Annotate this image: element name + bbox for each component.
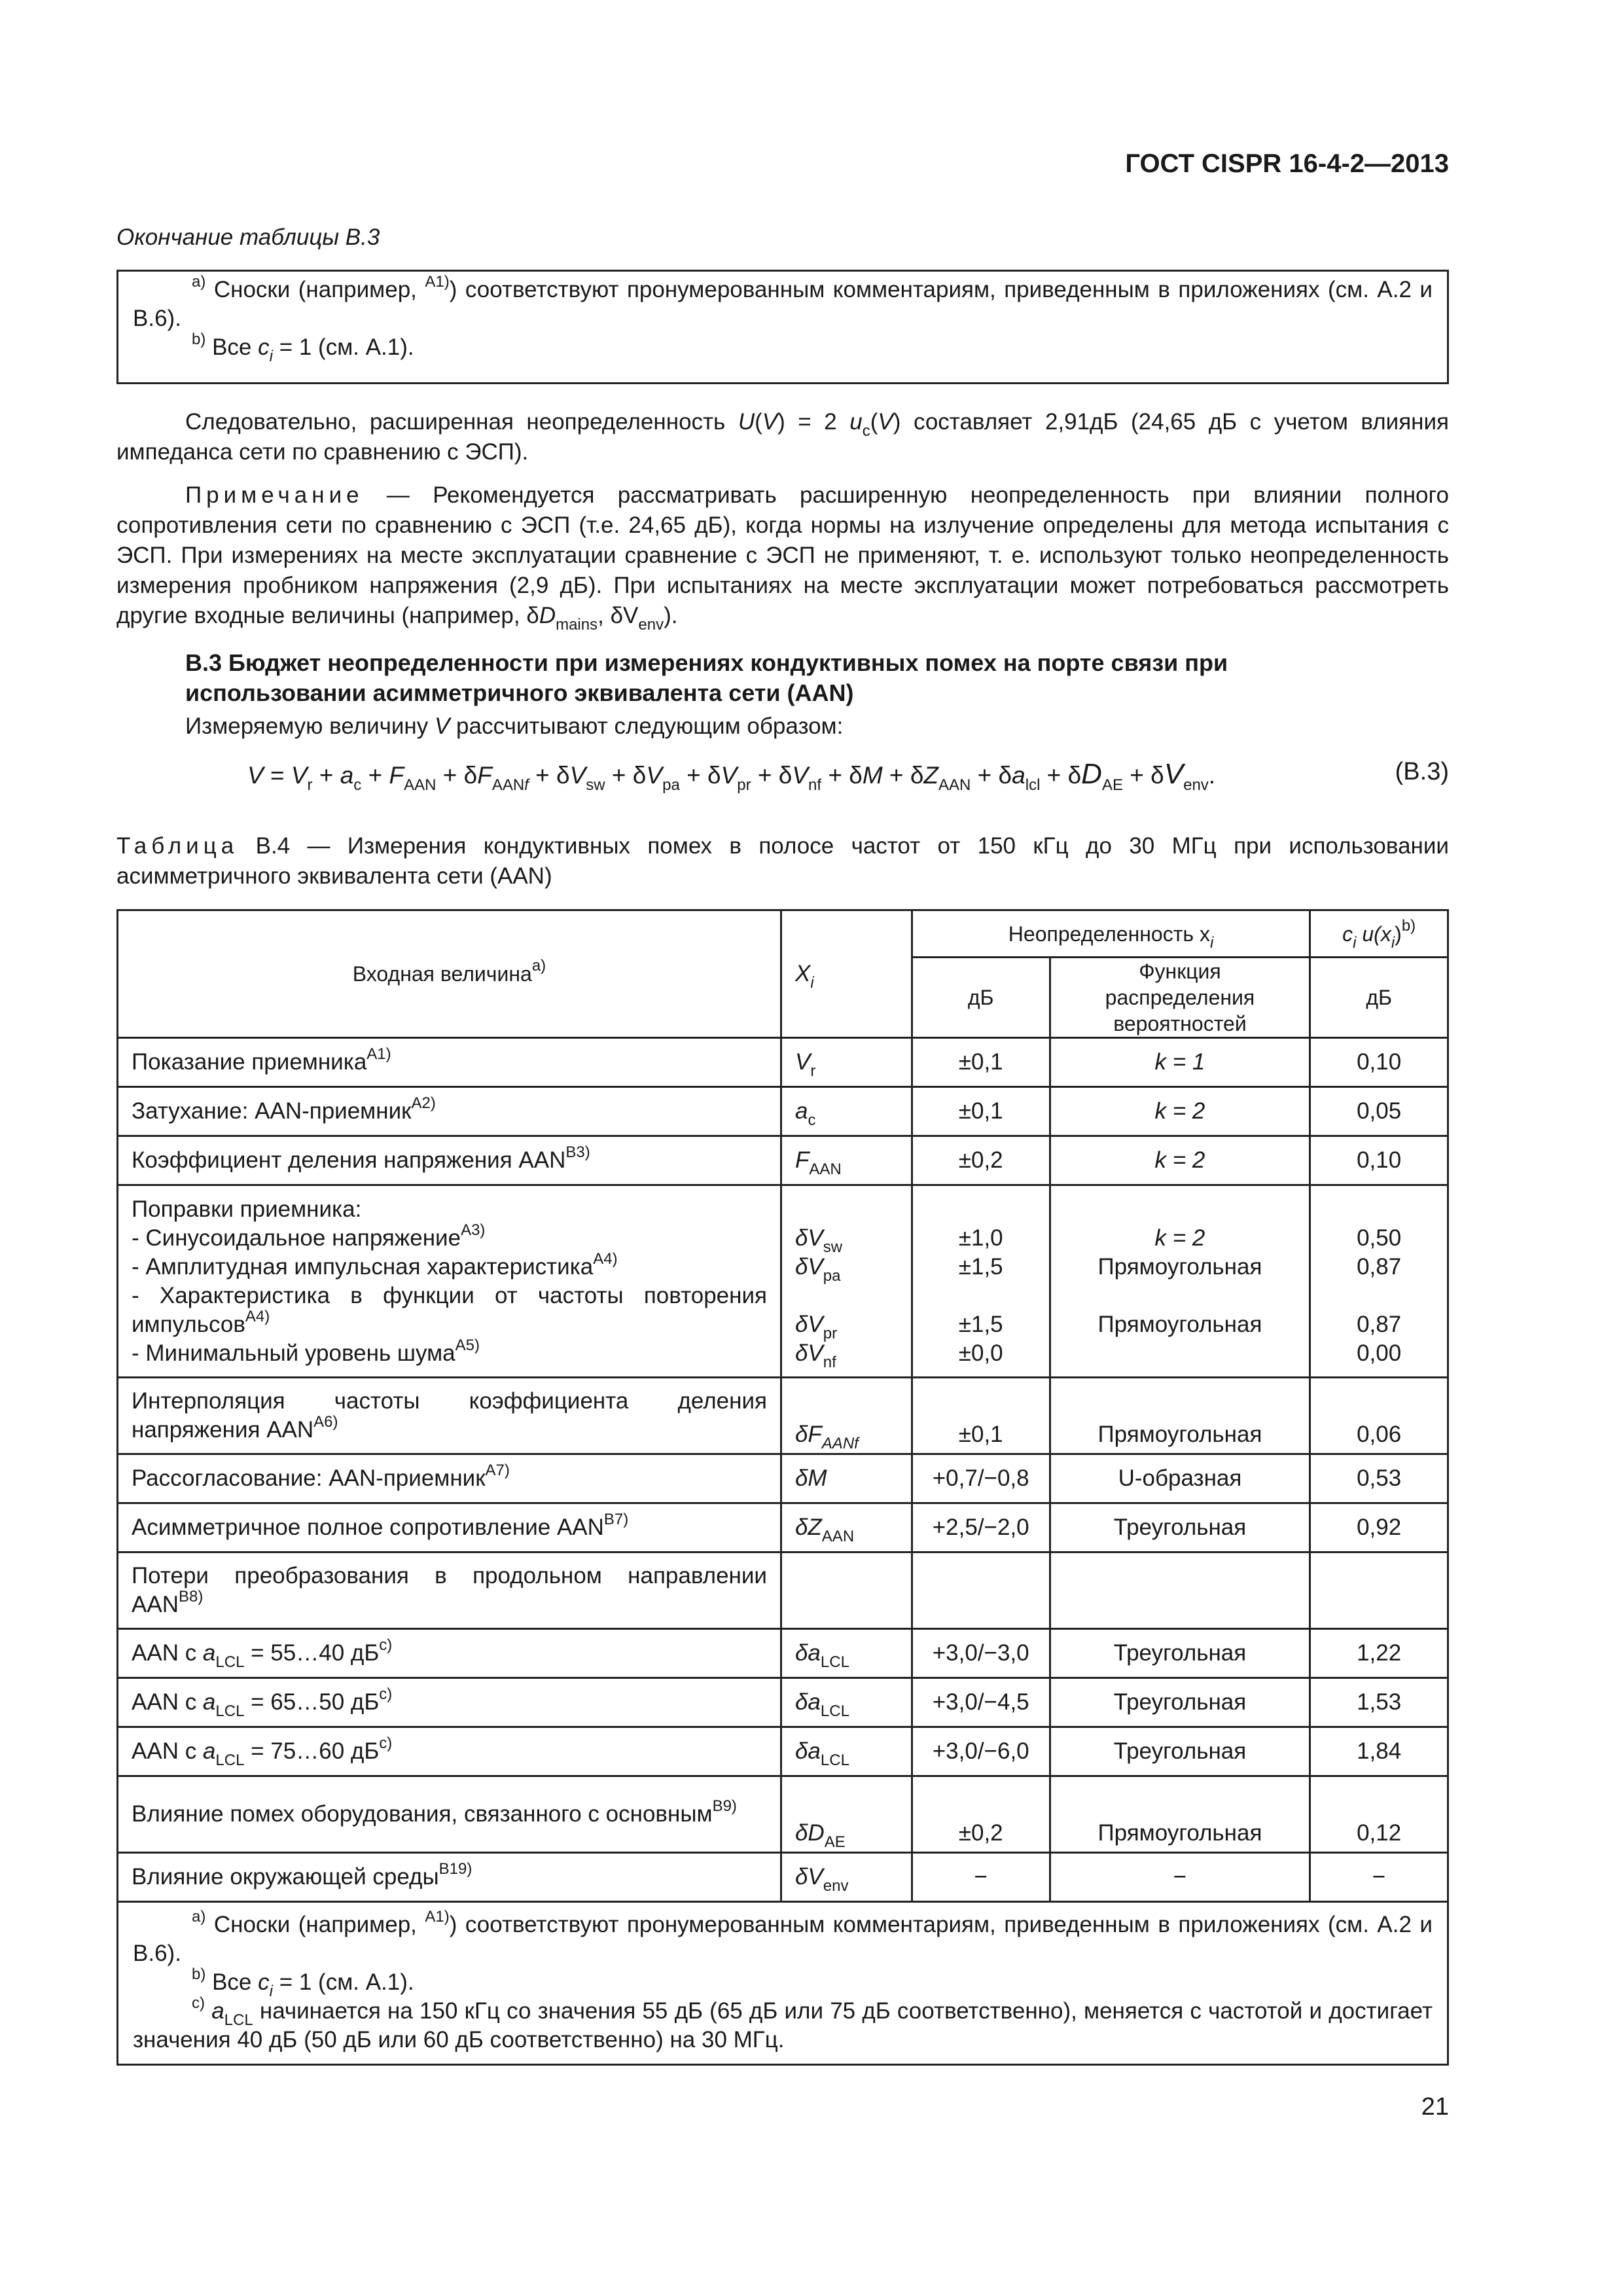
row-distribution: Треугольная	[1050, 1629, 1310, 1678]
row-value: 0,53	[1310, 1454, 1448, 1503]
row-name: AAN с $a_{LCL}$ = 65…50 $дБ^{c)}$	[118, 1678, 781, 1727]
table-row	[118, 1678, 1448, 1727]
table-row-lcl-heading	[118, 1552, 1448, 1629]
equation-b3: $V = V_r + a_c + F_{AAN} + \delta F_{AANf} + \delta V_{sw} + \delta V_{pa} + \delta V_{pr} + \delta V_{nf} + \delta M + \delta Z_{AAN} + \delta a_{lcl} + \delta D_{AE} + \delta V_{env}$.	[247, 758, 1216, 794]
table-footnotes-row	[118, 1902, 1448, 2065]
table-row	[118, 1629, 1448, 1678]
row-name: Рассогласование: AAN-приемник$^{A7)}$	[118, 1454, 781, 1503]
note-paragraph: Примечание — Рекомендуется рассматривать расширенную неопределенность при влиянии полного сопротивления сети по сравнению с ЭСП (т.е. 24,65 дБ), когда нормы на излучение определены для метода испытания с ЭСП. При измерениях на месте эксплуатации сравнение с ЭСП не применяют, т. е. используют только неопределенность измерения пробником напряжения (2,9 дБ). При испытаниях на месте эксплуатации может потребоваться рассмотреть другие входные величины (например, $\delta D_{mains}$, $\delta V_{env}$).	[116, 482, 1449, 634]
table-b3-caption: Окончание таблицы В.3	[116, 224, 380, 250]
row-symbol: $V_r$	[781, 1038, 912, 1087]
row-distribution: k = 2	[1050, 1087, 1310, 1136]
row-symbol: δM	[781, 1454, 912, 1503]
table-row	[118, 1378, 1448, 1454]
row-symbol: $a_c$	[781, 1087, 912, 1136]
row-distribution: Прямоугольная	[1050, 1776, 1310, 1853]
row-uncertainty: −	[912, 1853, 1050, 1902]
paragraph-expanded-uncertainty: Следовательно, расширенная неопределенность U(V) = 2 $u_c(V)$ составляет 2,91дБ (24,65 дБ с учетом влияния импеданса сети по сравнению с ЭСП).	[116, 409, 1449, 465]
footnote-c: $^{c)}$ $a_{LCL}$ начинается на 150 кГц со значения 55 дБ (65 дБ или 75 дБ соответственно), меняется с частотой и достигает значения 40 дБ (50 дБ или 60 дБ соответственно) на 30 МГц.	[133, 1994, 1433, 2053]
row-symbol: $\delta a_{LCL}$	[781, 1678, 912, 1727]
row-name: Затухание: AAN-приемник$^{A2)}$	[118, 1087, 781, 1136]
row-name: Коэффициент деления напряжения $AAN^{B3)}$	[118, 1136, 781, 1185]
row-symbol: $\delta Z_{AAN}$	[781, 1503, 912, 1552]
table-row	[118, 1727, 1448, 1776]
row-symbol	[781, 1552, 912, 1629]
row-value	[1310, 1552, 1448, 1629]
row-uncertainty: +0,7/−0,8	[912, 1454, 1050, 1503]
table-header-row	[118, 910, 1448, 958]
row-value: 0,50 0,87 0,87 0,00	[1310, 1185, 1448, 1378]
row-name: Показание приемника$^{A1)}$	[118, 1038, 781, 1087]
row-name: Влияние помех оборудования, связанного с основным$^{B9)}$	[118, 1776, 781, 1853]
table-row	[118, 1136, 1448, 1185]
row-value: 0,10	[1310, 1136, 1448, 1185]
row-name: AAN с $a_{LCL}$ = 55…40 $дБ^{c)}$	[118, 1629, 781, 1678]
table-b4	[116, 909, 1449, 2066]
row-uncertainty: ±0,2	[912, 1136, 1050, 1185]
table-row	[118, 1853, 1448, 1902]
row-symbol: $\delta a_{LCL}$	[781, 1727, 912, 1776]
header-xi: $X_i$	[781, 910, 912, 1038]
header-input-quantity: Входная величина$^{a)}$	[118, 910, 781, 1038]
row-symbol: $\delta V_{sw}$ $\delta V_{pa}$ $\delta V_{pr}$ $\delta V_{nf}$	[781, 1185, 912, 1378]
header-distribution: Функция распределения вероятностей	[1050, 958, 1310, 1038]
document-id: ГОСТ CISPR 16-4-2—2013	[1125, 149, 1449, 178]
header-uncertainty: Неопределенность $x_i$	[912, 910, 1310, 958]
row-distribution: k = 2 Прямоугольная Прямоугольная	[1050, 1185, 1310, 1378]
row-symbol: $F_{AAN}$	[781, 1136, 912, 1185]
row-value: 0,06	[1310, 1378, 1448, 1454]
row-uncertainty	[912, 1552, 1050, 1629]
row-value: 0,92	[1310, 1503, 1448, 1552]
row-name: Интерполяция частоты коэффициента деления напряжения $AAN^{A6)}$	[118, 1378, 781, 1454]
table-row	[118, 1454, 1448, 1503]
table-row	[118, 1776, 1448, 1853]
row-distribution: Треугольная	[1050, 1503, 1310, 1552]
header-db-2: дБ	[1310, 958, 1448, 1038]
footnote-b: $^{b)}$ Все $c_i = 1$ (см. А.1).	[192, 1965, 414, 2000]
row-value: −	[1310, 1853, 1448, 1902]
row-value: 0,05	[1310, 1087, 1448, 1136]
table-row	[118, 1503, 1448, 1552]
row-distribution: U-образная	[1050, 1454, 1310, 1503]
row-uncertainty: ±0,1	[912, 1038, 1050, 1087]
row-uncertainty: ±0,2	[912, 1776, 1050, 1853]
table-row	[118, 1087, 1448, 1136]
row-name: Потери преобразования в продольном направлении $AAN^{B8)}$	[118, 1552, 781, 1629]
row-value: 0,10	[1310, 1038, 1448, 1087]
row-uncertainty: ±1,0 ±1,5 ±1,5 ±0,0	[912, 1185, 1050, 1378]
row-distribution: −	[1050, 1853, 1310, 1902]
table-row	[118, 1038, 1448, 1087]
footnote-b: $^{b)}$ Все $c_i = 1$ (см. А.1).	[192, 331, 414, 365]
row-value: 0,12	[1310, 1776, 1448, 1853]
row-distribution	[1050, 1552, 1310, 1629]
row-uncertainty: ±0,1	[912, 1378, 1050, 1454]
section-intro: Измеряемую величину V рассчитывают следующим образом:	[185, 713, 844, 739]
row-uncertainty: +2,5/−2,0	[912, 1503, 1050, 1552]
equation-number: (В.3)	[1395, 758, 1449, 785]
row-value: 1,22	[1310, 1629, 1448, 1678]
row-symbol: $\delta D_{AE}$	[781, 1776, 912, 1853]
row-distribution: Треугольная	[1050, 1727, 1310, 1776]
table-b3-footnotes	[116, 270, 1449, 384]
row-value: 1,53	[1310, 1678, 1448, 1727]
row-name: Влияние окружающей среды$^{B19)}$	[118, 1853, 781, 1902]
row-uncertainty: +3,0/−4,5	[912, 1678, 1050, 1727]
header-ci-u: $c_i$ $u(x_i)^{b)}$	[1310, 910, 1448, 958]
footnote-a: $^{a)}$ Сноски (например, $^{A1)}$) соответствуют пронумерованным комментариям, приведенным в приложениях (см. А.2 и В.6).	[133, 1908, 1433, 1966]
row-name: Поправки приемника: - Синусоидальное напряжение$^{A3)}$ - Амплитудная импульсная характеристика$^{A4)}$ - Характеристика в функции от частоты повторения импульсов$^{A4)}$ - Минимальный уровень шума$^{A5)}$	[118, 1185, 781, 1378]
header-db-1: дБ	[912, 958, 1050, 1038]
row-value: 1,84	[1310, 1727, 1448, 1776]
row-name: Асимметричное полное сопротивление $AAN^{B7)}$	[118, 1503, 781, 1552]
row-symbol: $\delta F_{AANf}$	[781, 1378, 912, 1454]
row-name: AAN с $a_{LCL}$ = 75…60 $дБ^{c)}$	[118, 1727, 781, 1776]
row-uncertainty: ±0,1	[912, 1087, 1050, 1136]
table-b4-caption: Таблица В.4 — Измерения кондуктивных помех в полосе частот от 150 кГц до 30 МГц при использовании асимметричного эквивалента сети (AAN)	[116, 833, 1449, 889]
table-row-receiver-corrections	[118, 1185, 1448, 1378]
table-b4-footnotes	[118, 1902, 1448, 2065]
row-distribution: k = 1	[1050, 1038, 1310, 1087]
row-uncertainty: +3,0/−6,0	[912, 1727, 1050, 1776]
row-distribution: Треугольная	[1050, 1678, 1310, 1727]
page-number: 21	[1421, 2093, 1449, 2121]
row-symbol: $\delta V_{env}$	[781, 1853, 912, 1902]
row-distribution: k = 2	[1050, 1136, 1310, 1185]
footnote-a: $^{a)}$ Сноски (например, $^{A1)}$) соответствуют пронумерованным комментариям, приведенным в приложениях (см. А.2 и В.6).	[133, 273, 1433, 331]
row-distribution: Прямоугольная	[1050, 1378, 1310, 1454]
row-symbol: $\delta a_{LCL}$	[781, 1629, 912, 1678]
row-uncertainty: +3,0/−3,0	[912, 1629, 1050, 1678]
section-title: В.3 Бюджет неопределенности при измерениях кондуктивных помех на порте связи при использовании асимметричного эквивалента сети (AAN)	[185, 649, 1228, 706]
